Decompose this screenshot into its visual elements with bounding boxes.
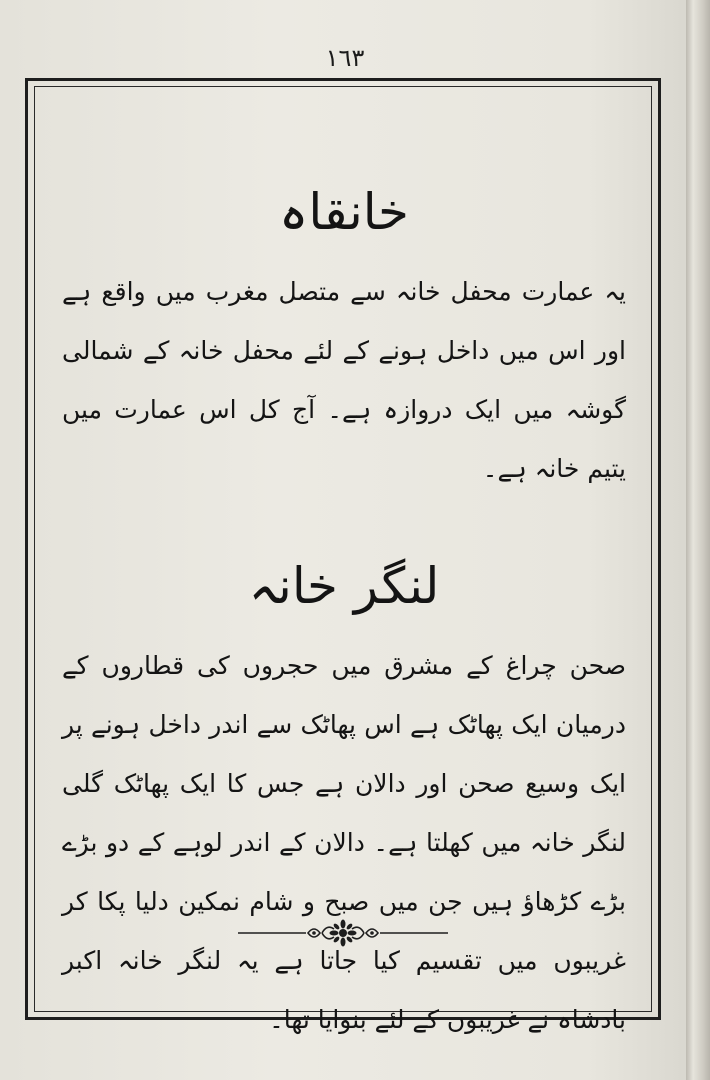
- section-text-khanqah: یہ عمارت محفل خانہ سے متصل مغرب میں واقع ہے اور اس میں داخل ہونے کے لئے محفل خانہ کے شمالی گوشہ میں ایک دروازہ ہے۔ آج کل اس عمارت میں یتیم خانہ ہے۔: [62, 277, 626, 483]
- book-binding-edge: [686, 0, 710, 1080]
- page-number: ١٦٣: [325, 44, 365, 72]
- section-heading-khanqah: خانقاہ: [279, 183, 409, 241]
- section-text-langar-khana: صحن چراغ کے مشرق میں حجروں کی قطاروں کے درمیان ایک پھاٹک ہے اس پھاٹک سے اندر داخل ہونے پر ایک وسیع صحن اور دالان ہے جس کا ایک پھاٹک گلی لنگر خانہ میں کھلتا ہے۔ دالان کے اندر لوہے کے دو بڑے بڑے کڑھاؤ ہیں جن میں صبح و شام نمکین دلیا پکا کر غریبوں میں تقسیم کیا جاتا ہے یہ لنگر خانہ اکبر بادشاہ نے غریبوں کے لئے بنوایا تھا۔: [62, 651, 626, 1034]
- floral-divider-icon: [238, 918, 448, 948]
- page-content: [54, 96, 634, 1049]
- section-heading-langar-khana: لنگر خانہ: [248, 557, 440, 615]
